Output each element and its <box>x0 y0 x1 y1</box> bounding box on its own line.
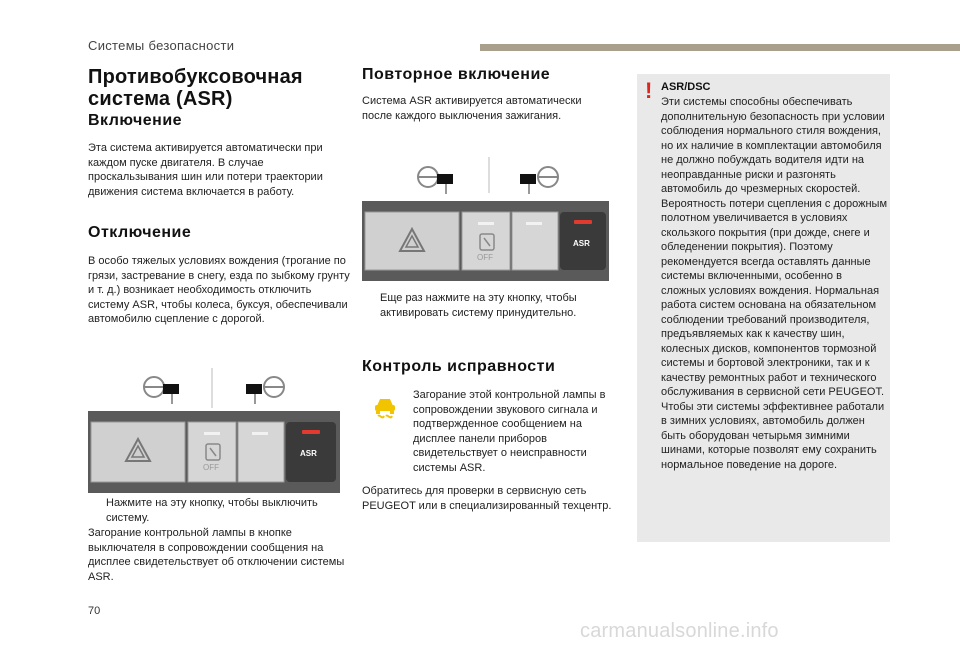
steering-wheel-icon <box>418 167 453 194</box>
note-text: Эти системы способны обеспечивать дополнительную безопасность при условии соблюдения нормального стиля вождения, но их наличие в комплектации автомобиля не должно побуждать водителя идти на неоправданные риски и разгонять автомобиль до чрезмерных скоростей. Вероятность потери сцепления с дорожным полотном увеличивается в условиях скользкого покрытия (при дожде, снеге и обледенении покрытия). Поэтому рекомендуется всегда оставлять данные системы включенными, особенно в сложных условиях вождения. Нормальная работа систем основана на обязательном соблюдении требований производителя, предъявляемых как к качеству шин, колесных дисков, компонентов тормозной системы и бортовой электроники, так и к качеству ремонтных работ и технического обслуживания в сервисной сети PEUGEOT. Чтобы эти системы эффективнее работали в зимних условиях, автомобиль должен быть оборудован четырьмя зимними шинами, которые позволят ему сохранить нормальное поведение на дороге. <box>661 96 888 471</box>
skid-warning-icon <box>370 392 400 422</box>
asr-label-1: ASR <box>300 449 317 458</box>
steering-wheel-icon <box>246 377 284 404</box>
asr-label-2: ASR <box>573 239 590 248</box>
bullet-disable <box>88 496 350 525</box>
reenable-text: Система ASR активируется автоматически после каждого выключения зажигания. <box>362 95 582 122</box>
steering-wheel-icon <box>144 377 179 404</box>
reenable-heading: Повторное включение <box>362 66 551 83</box>
disable-text: В особо тяжелых условиях вождения (трогание по грязи, застревание в снегу, езда по зыбкому грунту и т. д.) возникает необходимость отключить систему ASR, чтобы колеса, буксуя, обеспечивали автомобилю сцепление с дорогой. <box>88 255 350 326</box>
control-text: Загорание этой контрольной лампы в сопровождении звукового сигнала и подтвержденное сообщением на дисплее панели приборов свидетельствует о неисправности системы ASR. <box>413 389 606 474</box>
page-number: 70 <box>88 605 101 617</box>
page-title: Противобуксовочная система (ASR) <box>88 66 303 110</box>
header-rule <box>480 44 960 51</box>
service-text: Обратитесь для проверки в сервисную сеть PEUGEOT или в специализированный техцентр. <box>362 485 612 512</box>
note-title: ASR/DSC <box>661 81 711 93</box>
asr-button-illustration-off <box>88 368 340 493</box>
asr-button-illustration-on <box>362 157 609 281</box>
steering-wheel-icon <box>520 167 558 194</box>
asr-dsc-note-box <box>637 74 890 542</box>
off-label-2: OFF <box>477 253 493 262</box>
header-section-title: Системы безопасности <box>88 38 235 53</box>
disable-heading: Отключение <box>88 224 192 241</box>
off-label-1: OFF <box>203 463 219 472</box>
bullet-reenable-text: Еще раз нажмите на эту кнопку, чтобы активировать систему принудительно. <box>380 292 577 319</box>
exclamation-icon: ! <box>645 78 653 103</box>
bullet-disable-text: Нажмите на эту кнопку, чтобы выключить систему. <box>106 497 318 524</box>
watermark: carmanualsonline.info <box>580 620 779 642</box>
after-disable-text: Загорание контрольной лампы в кнопке выключателя в сопровождении сообщения на дисплее свидетельствует об отключении системы ASR. <box>88 527 345 583</box>
enable-text: Эта система активируется автоматически при каждом пуске двигателя. В случае проскальзывания шин или потери траектории движения система включается в работу. <box>88 142 323 198</box>
bullet-reenable <box>362 291 612 320</box>
control-heading: Контроль исправности <box>362 358 556 375</box>
enable-heading: Включение <box>88 112 183 129</box>
